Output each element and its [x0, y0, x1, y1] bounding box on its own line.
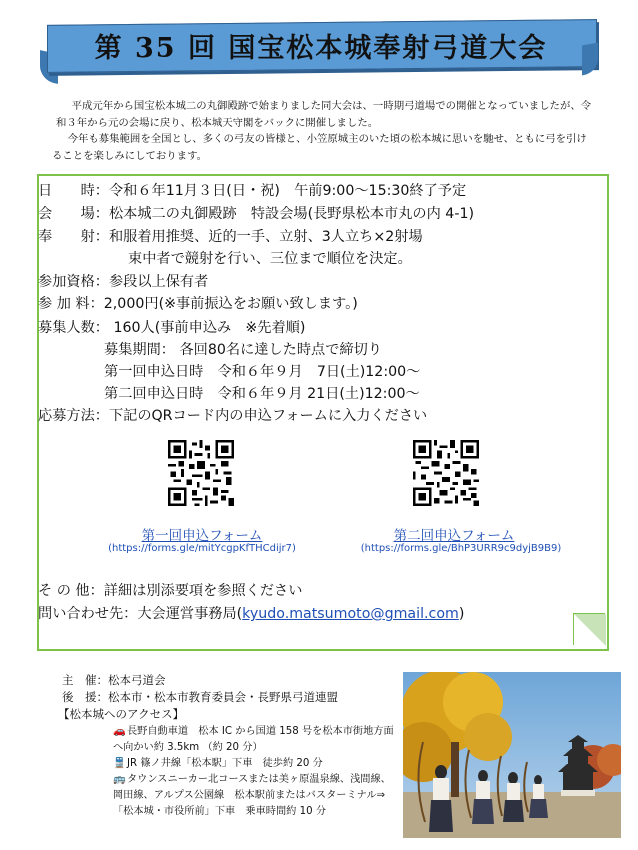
qualification-row: 参加資格：参段以上保有者: [38, 274, 209, 290]
photo-illustration: [403, 672, 621, 838]
period-row: 募集期間： 各回80名に達した時点で締切り: [104, 342, 382, 358]
support-line: 後 援：松本市・松本市教育委員会・長野県弓道連盟: [62, 690, 338, 704]
shooting-row: 奉 射：和服着用推奨、近的一手、立射、3人立ち×2射場: [38, 229, 423, 245]
other-row: そ の 他：詳細は別添要項を参照ください: [38, 583, 303, 599]
contact-close: ): [458, 606, 465, 622]
access-list: [113, 724, 401, 820]
contact-label: 問い合わせ先：大会運営事務局(: [38, 606, 243, 622]
first-form-url[interactable]: (https://forms.gle/mitYcgpKfTHCdijr7): [108, 543, 296, 554]
first-form-link[interactable]: 第一回申込フォーム: [141, 528, 263, 544]
intro-paragraph-1: 平成元年から国宝松本城二の丸御殿跡で始まりました同大会は、一時期弓道場での開催となっていましたが、令和３年から元の会場に戻り、松本城天守閣をバックに開催しました。: [56, 100, 592, 129]
intro-paragraph-2: 今年も募集範囲を全国とし、多くの弓友の皆様と、小笠原城主のいた頃の松本城に思いを馳せ、ともに弓を引けることを楽しみにしております。: [52, 133, 587, 162]
shooting-row-2: 束中者で競射を行い、三位まで順位を決定。: [128, 251, 412, 267]
access-car-text: 長野自動車道 松本 IC から国道 158 号を松本市街地方面へ向かい約 3.5km （約 20 分）: [113, 726, 394, 753]
train-icon: 🚆: [113, 758, 126, 769]
access-train: [113, 756, 401, 772]
organizer-line: 主 催：松本弓道会: [62, 673, 166, 687]
intro-text: [52, 98, 596, 164]
page-curl-corner: [574, 614, 606, 646]
access-car: [113, 724, 401, 756]
page-title: 第 35 回 国宝松本城奉射弓道大会: [94, 33, 548, 64]
access-heading: 【松本城へのアクセス】: [58, 707, 185, 721]
qr-first-icon: [168, 440, 234, 506]
contact-email-link[interactable]: kyudo.matsumoto@gmail.com: [242, 606, 459, 622]
venue-row: 会 場：松本城二の丸御殿跡 特設会場(長野県松本市丸の内 4-1): [38, 206, 475, 222]
castle-archery-photo: [403, 672, 621, 838]
qr-second-icon: [413, 440, 479, 506]
bus-icon: 🚌: [113, 774, 126, 785]
second-apply-row: 第二回申込日時 令和６年９月 21日(土)12:00～: [104, 386, 420, 402]
qr-code-first[interactable]: [168, 440, 234, 506]
qr-code-second[interactable]: [413, 440, 479, 506]
capacity-row: 募集人数： 160人(事前申込み ※先着順): [38, 320, 306, 336]
car-icon: 🚗: [113, 726, 126, 737]
second-form-link[interactable]: 第二回申込フォーム: [393, 528, 515, 544]
second-form-url[interactable]: (https://forms.gle/BhP3URR9c9dyjB9B9): [360, 543, 562, 554]
apply-method-row: 応募方法：下記のQRコード内の申込フォームに入力ください: [38, 408, 428, 424]
access-bus: [113, 772, 401, 820]
date-row: 日 時：令和６年11月３日(日・祝) 午前9:00～15:30終了予定: [38, 183, 467, 199]
access-train-text: JR 篠ノ井線「松本駅」下車 徒歩約 20 分: [127, 758, 323, 769]
contact-row: [38, 604, 464, 624]
access-bus-text: タウンスニーカー北コースまたは美ヶ原温泉線、浅間線、岡田線、アルプス公園線 松本駅前またはバスターミナル⇒「松本城・市役所前」下車 乗車時間約 10 分: [113, 774, 391, 817]
first-apply-row: 第一回申込日時 令和６年９月 7日(土)12:00～: [104, 364, 421, 380]
fee-row: 参 加 料：2,000円(※事前振込をお願い致します。): [38, 296, 358, 312]
